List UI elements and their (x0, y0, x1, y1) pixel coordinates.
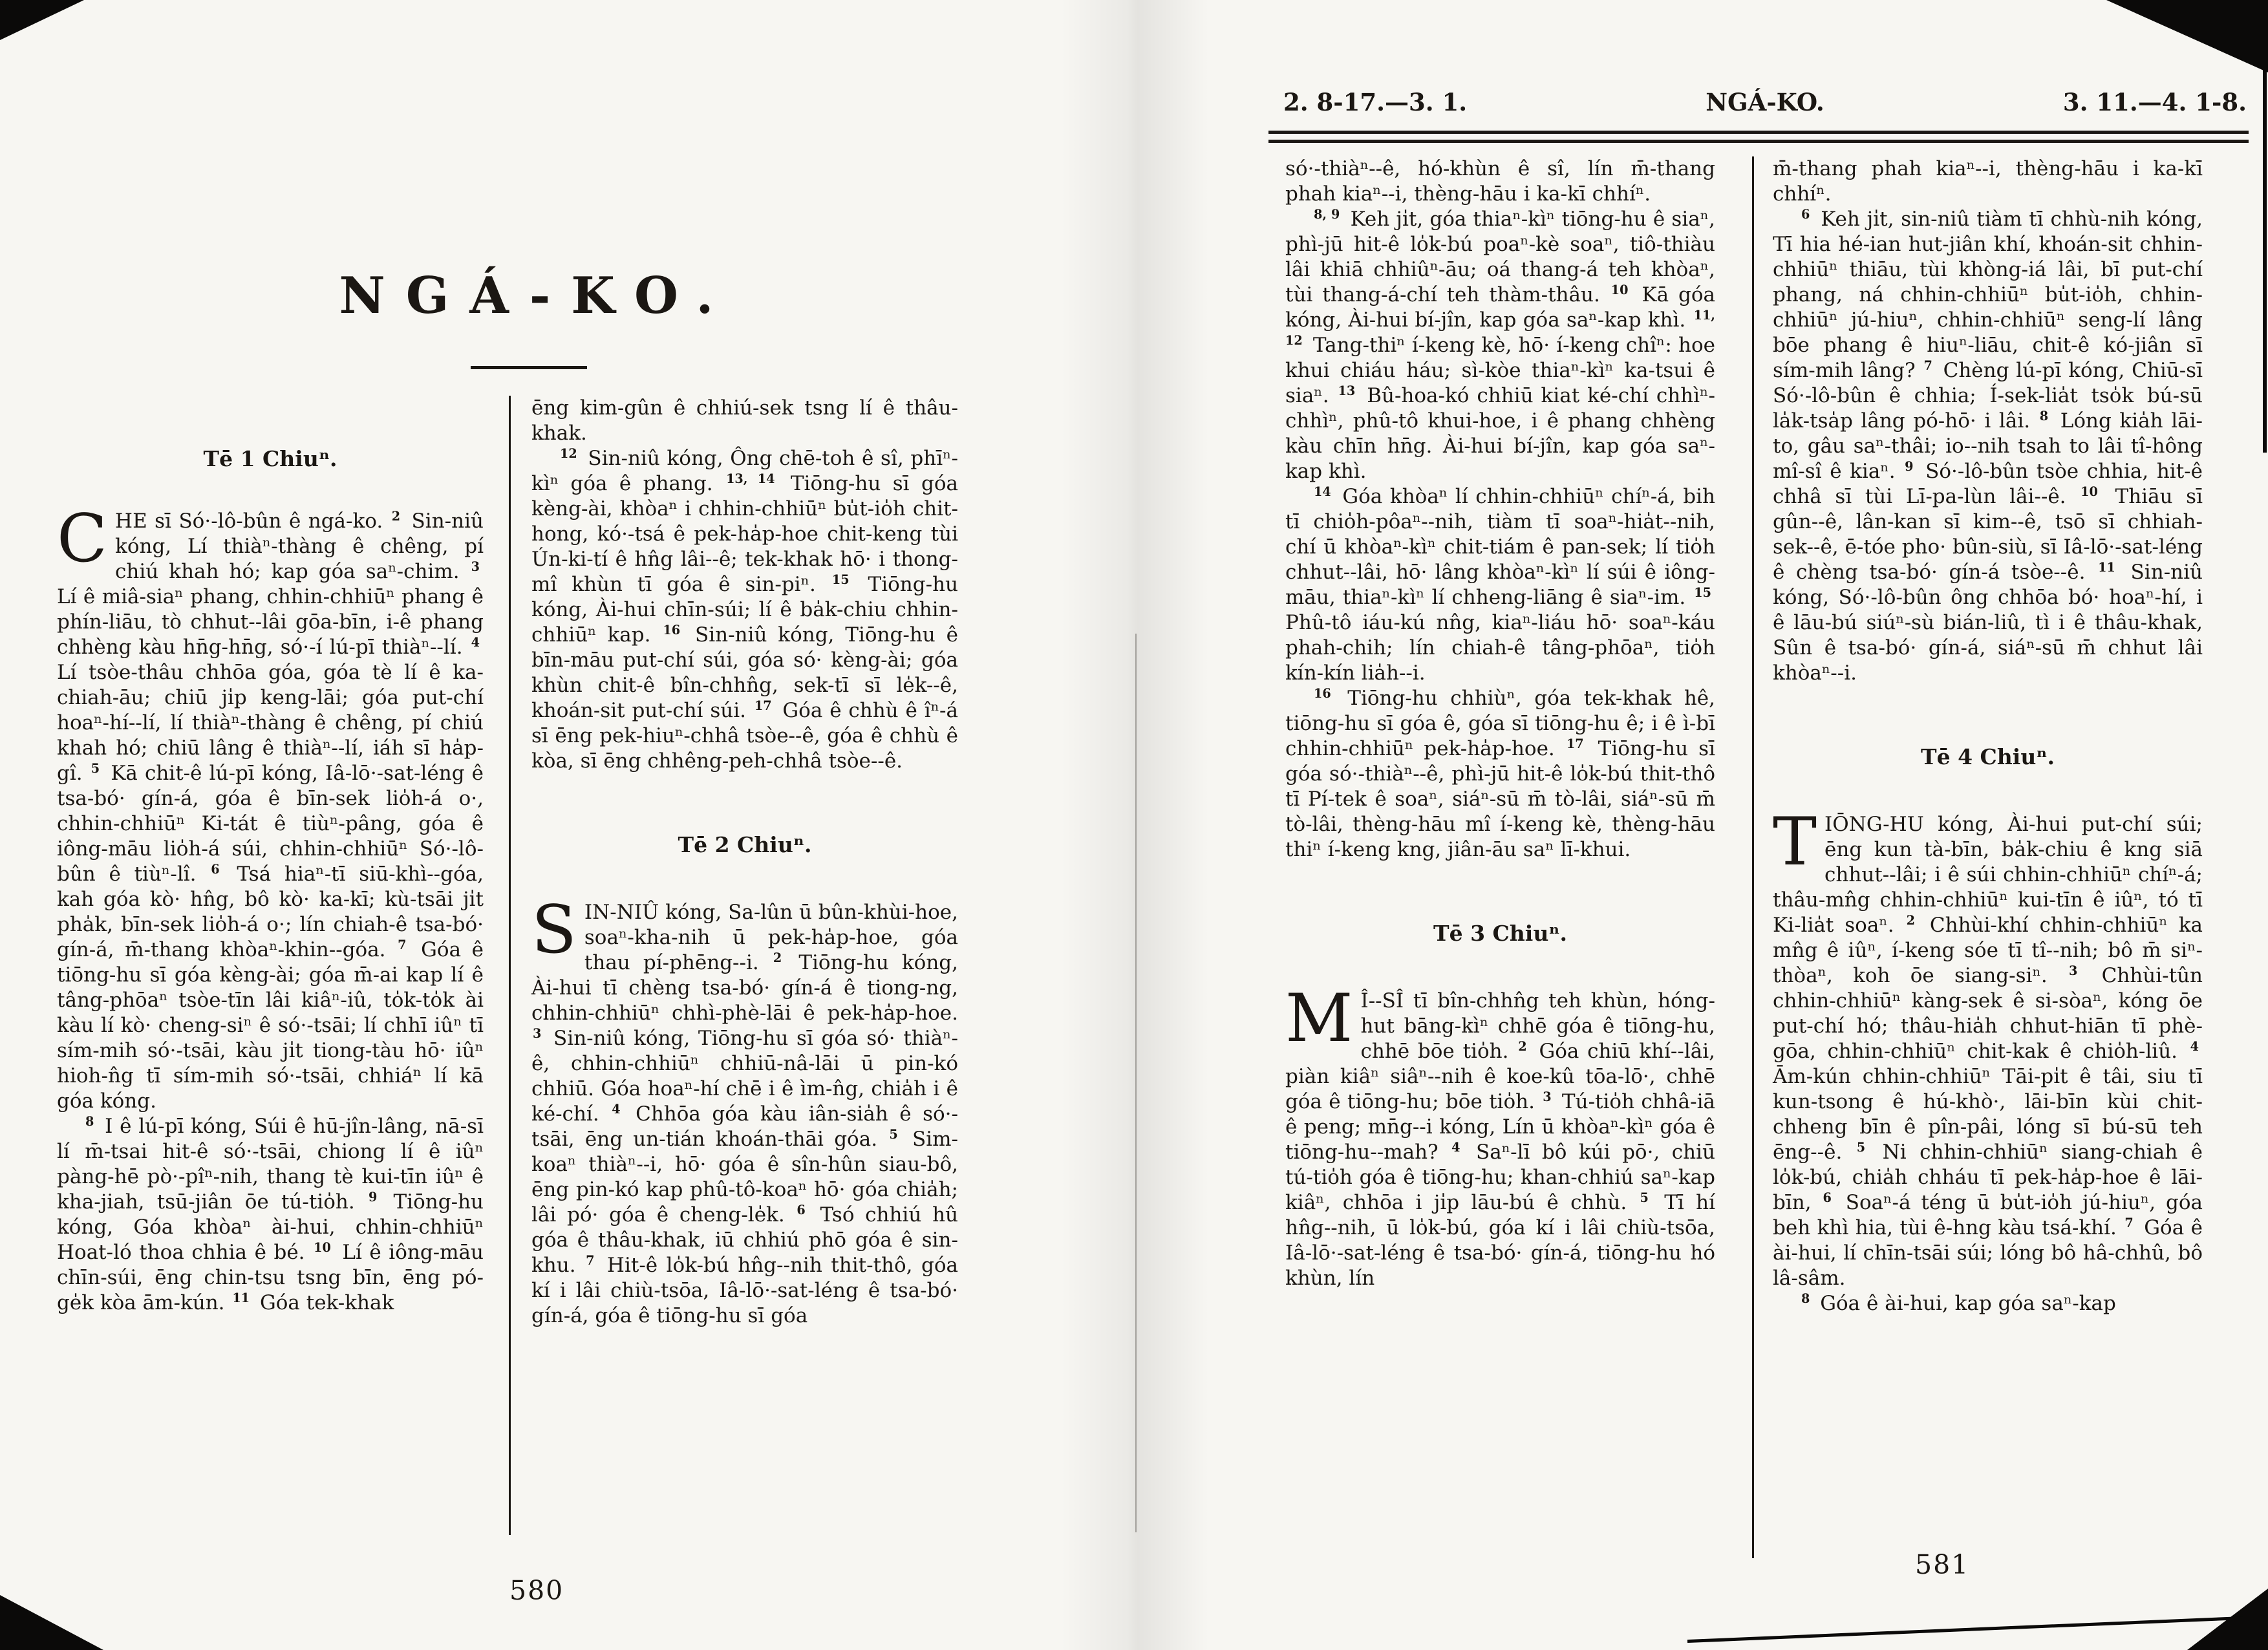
verse-number: 2 (1518, 1039, 1527, 1055)
running-head-left: 2. 8-17.—3. 1. (1283, 88, 1468, 116)
paragraph: TIŌNG-HU kóng, Ài-hui put-chí súi; ēng kun tà-bīn, ba̍k-chiu ê kng siā chhut--lâi; i ê súi chhin-chhiūⁿ chíⁿ-á; thâu-mn̂g chhin-chhiūⁿ kui-tīn ê iûⁿ, tó tī Ki-lia̍t soaⁿ. $^2$ Chhùi-khí chhin-chhiūⁿ ka mn̂g ê iûⁿ, í-keng sóe tī tî--nih; bô m̄ siⁿ-thòaⁿ, koh ōe siang-siⁿ. $^3$ Chhùi-tûn chhin-chhiūⁿ kàng-sek ê si-sòaⁿ, kóng ōe put-chí hó; thâu-hia̍h chhut-hiān tī phè-gōa, chhin-chhiūⁿ chit-kak ê chio̍h-liû. $^4$ Ām-kún chhin-chhiūⁿ Tāi-pi̍t ê tâi, siu tī kun-tsong ê hú-khò·, lāi-bīn kùi chit-chheng bīn ê pîn-pâi, lóng sī bú-sū teh ēng--ê. $^5$ Ni chhin-chhiūⁿ siang-chiah ê lo̍k-bú, chia̍h chháu tī pek-ha̍p-hoe ê lāi-bīn, $^6$ Soaⁿ-á téng ū bu̍t-io̍h jú-hiuⁿ, góa beh khì hia, tùi ê-hng kàu tsá-khí. $^7$ Góa ê ài-hui, lí chīn-tsāi súi; lóng bô hâ-chhû, bô lâ-sâm. (1773, 804, 2203, 1290)
paragraph: $^8$ Góa ê ài-hui, kap góa saⁿ-kap (1801, 1291, 2116, 1315)
verse-number: 14 (1314, 484, 1331, 500)
verse-number: 13 (1338, 383, 1356, 399)
verse-number: 3 (533, 1026, 542, 1042)
right-page-column-1 (1285, 156, 1715, 1566)
verse-number: 7 (1923, 358, 1932, 374)
scan-edge-artifact-right (2263, 39, 2267, 453)
verse-number: 11 (232, 1291, 250, 1306)
gutter-shadow (1060, 0, 1209, 1650)
scan-scratch-artifact (1687, 1616, 2243, 1643)
verse-number: 8 (2039, 409, 2049, 424)
verse-number: 17 (1566, 736, 1584, 752)
running-head-center: NGÁ-KO. (1706, 88, 1824, 116)
verse-number: 3 (471, 559, 480, 575)
verse-number: 10 (2081, 484, 2098, 500)
verse-number: 11 (2098, 560, 2115, 575)
verse-number: 2 (1906, 913, 1915, 928)
left-page-column-2 (531, 396, 958, 1583)
paragraph: $^{16}$ Tiōng-hu chhiùⁿ, góa tek-khak hê, tiōng-hu sī góa ê, góa sī tiōng-hu ê; i ê ì-bī chhin-chhiūⁿ pek-ha̍p-hoe. $^{17}$ Tiōng-hu sī góa só·-thiàⁿ--ê, phì-jū hit-ê lo̍k-bú thit-thô tī Pí-tek ê soaⁿ, siáⁿ-sū m̄ tò-lâi, siáⁿ-sū m̄ tò-lâi, thèng-hāu mî í-keng kè, thèng-hāu thiⁿ í-keng kng, jiân-āu saⁿ lī-khui. (1285, 686, 1715, 861)
page-number-left: 580 (509, 1575, 564, 1606)
paragraph: m̄-thang phah kiaⁿ--i, thèng-hāu i ka-kī chhíⁿ. (1773, 157, 2203, 206)
paragraph: $^{12}$ Sin-niû kóng, Ông chē-toh ê sî, phīⁿ-kìⁿ góa ê phang. $^{13, 14}$ Tiōng-hu sī góa kèng-ài, khòaⁿ i chhin-chhiūⁿ bu̍t-io̍h chit-hong, kó·-tsá ê pek-ha̍p-hoe chit-keng tùi Ún-ki-tí ê hn̂g lâi--ê; tek-khak hō· i thong-mî khùn tī góa ê sin-piⁿ. $^{15}$ Tiōng-hu kóng, Ài-hui chīn-súi; lí ê ba̍k-chiu chhin-chhiūⁿ kap. $^{16}$ Sin-niû kóng, Tiōng-hu ê bīn-māu put-chí súi, góa só· kèng-ài; góa khùn chit-ê bîn-chhn̂g, sek-tī sī le̍k--ê, khoán-sit put-chí súi. $^{17}$ Góa ê chhù ê îⁿ-á sī ēng pek-hiuⁿ-chhâ tsòe--ê, góa ê chhù ê kòa, sī ēng chhêng-peh-chhâ tsòe--ê. (531, 446, 959, 773)
chapter-heading: Tē 2 Chiuⁿ. (678, 832, 812, 857)
verse-number: 3 (2068, 963, 2078, 979)
column-divider-right-page (1752, 156, 1754, 1558)
drop-cap: C (57, 500, 108, 577)
column-divider-left-page (509, 396, 511, 1535)
verse-number: 7 (2124, 1216, 2134, 1231)
verse-number: 10 (314, 1240, 331, 1256)
verse-number: 4 (471, 635, 480, 650)
verse-number: 5 (1640, 1190, 1649, 1206)
paragraph: $^8$ I ê lú-pī kóng, Súi ê hū-jîn-lâng, nā-sī lí m̄-tsai hit-ê só·-tsāi, chiong lí ê iûⁿ pàng-hē pò·-pîⁿ-nih, thang tè kui-tīn iûⁿ ê kha-jiah, tsū-jiân ōe tú-tio̍h. $^9$ Tiōng-hu kóng, Góa khòaⁿ ài-hui, chhin-chhiūⁿ Hoat-ló thoa chhia ê bé. $^{10}$ Lí ê iông-māu chīn-súi, ēng chin-tsu tsng bīn, ēng pó-ge̍k kòa ām-kún. $^{11}$ Góa tek-khak (57, 1114, 484, 1314)
verse-number: 6 (211, 862, 220, 877)
verse-number: 6 (1801, 207, 1810, 222)
paragraph: $^6$ Keh ji̍t, sin-niû tiàm tī chhù-nih kóng, Tī hia hé-ian hut-jiân khí, khoán-sit chhin-chhiūⁿ thiāu, tùi khòng-iá lâi, bī put-chí phang, ná chhin-chhiūⁿ bu̍t-io̍h, chhin-chhiūⁿ jú-hiuⁿ, chhin-chhiūⁿ seng-lí lâng bōe phang ê hiuⁿ-liāu, chit-ê kó-jiân sī sím-mih lâng? $^7$ Chèng lú-pī kóng, Chiū-sī Só·-lô-bûn ê chhia; Í-sek-lia̍t tso̍k bú-sū la̍k-tsa̍p lâng pó-hō· i lâi. $^8$ Lóng kia̍h lāi-to, gâu saⁿ-thâi; io--nih tsah to lâi tî-hông mî-sî ê kiaⁿ. $^9$ Só·-lô-bûn tsòe chhia, hit-ê chhâ sī tùi Lī-pa-lùn lâi--ê. $^{10}$ Thiāu sī gûn--ê, lân-kan sī kim--ê, tsō sī chhiah-sek--ê, ē-tóe pho· bûn-siù, sī Iâ-lō·-sat-léng ê chèng tsa-bó· gín-á tsòe--ê. $^{11}$ Sin-niû kóng, Só·-lô-bûn ông chhōa bó· hoaⁿ-hí, i ê lāu-bú siúⁿ-sù bián-liû, tì i ê thâu-khak, Sûn ê tsa-bó· gín-á, siáⁿ-sū m̄ chhut lâi khòaⁿ--i. (1773, 207, 2203, 685)
running-head-right: 3. 11.—4. 1-8. (2062, 88, 2247, 116)
verse-number: 7 (398, 938, 407, 953)
verse-number: 6 (1823, 1190, 1832, 1206)
verse-number: 15 (831, 572, 850, 588)
verse-number: 10 (1610, 283, 1629, 298)
scan-corner-artifact-top-right (2106, 0, 2268, 72)
verse-number: 9 (1905, 459, 1914, 475)
running-head-rule-1 (1268, 131, 2249, 134)
verse-number: 17 (754, 698, 772, 714)
verse-number: 3 (1543, 1089, 1552, 1105)
verse-number: 5 (1856, 1140, 1866, 1155)
scan-corner-artifact-bottom-left (0, 1595, 103, 1650)
book-title: NGÁ-KO. (339, 266, 734, 325)
right-page-column-2 (1773, 156, 2203, 1566)
drop-cap: M (1285, 980, 1353, 1057)
paragraph: ēng kim-gûn ê chhiú-sek tsng lí ê thâu-khak. (531, 396, 958, 445)
paragraph: SIN-NIÛ kóng, Sa-lûn ū bûn-khùi-hoe, soaⁿ-kha-nih ū pek-ha̍p-hoe, góa thau pí-phēng--i. $^2$ Tiōng-hu kóng, Ài-hui tī chèng tsa-bó· gín-á ê tiong-ng, chhin-chhiūⁿ chhì-phè-lāi ê pek-ha̍p-hoe. $^3$ Sin-niû kóng, Tiōng-hu sī góa só· thiàⁿ-ê, chhin-chhiūⁿ chhiū-nâ-lāi ū pin-kó chhiū. Góa hoaⁿ-hí chē i ê ìm-n̂g, chia̍h i ê ké-chí. $^4$ Chhōa góa kàu iân-sia̍h ê só·-tsāi, ēng un-tián khoán-thāi góa. $^5$ Sim-koaⁿ thiàⁿ--i, hō· góa ê sîn-hûn siau-bô, ēng pin-kó kap phû-tô-koaⁿ hō· góa chia̍h; lâi pó· góa ê cheng-le̍k. $^6$ Tsó chhiú hû góa ê thâu-khak, iū chhiú phō góa ê sin-khu. $^7$ Hit-ê lo̍k-bú hn̂g--nih thit-thô, góa kí i lâi chiù-tsōa, Iâ-lō·-sat-léng ê tsa-bó· gín-á, góa ê tiōng-hu sī góa (531, 892, 958, 1327)
title-rule (471, 366, 587, 369)
paragraph: $^{14}$ Góa khòaⁿ lí chhin-chhiūⁿ chíⁿ-á, bih tī chio̍h-pôaⁿ--nih, tiàm tī soaⁿ-hia̍t--nih, chí ū khòaⁿ-kìⁿ chit-tiám ê pan-sek; lí tio̍h chhut--lâi, hō· lâng khòaⁿ-kìⁿ lí súi ê iông-māu, thiaⁿ-kìⁿ lí chheng-liāng ê siaⁿ-im. $^{15}$ Phû-tô iáu-kú nn̂g, kiaⁿ-liáu hō· soaⁿ-káu phah-chih; lín chiah-ê tâng-phōaⁿ, tio̍h kín-kín lia̍h--i. (1285, 484, 1715, 685)
left-page-column-1 (57, 400, 484, 1583)
chapter-heading: Tē 1 Chiuⁿ. (203, 446, 337, 471)
paragraph: M Î--SÎ tī bîn-chhn̂g teh khùn, hóng-hut bāng-kìⁿ chhē góa ê tiōng-hu, chhē bōe tio̍h. $^2$ Góa chiū khí--lâi, piàn kiâⁿ siâⁿ--nih ê koe-kû tōa-lō·, chhē góa ê tiōng-hu; bōe tio̍h. $^3$ Tú-tio̍h chhâ-iā ê peng; mn̄g--i kóng, Lín ū khòaⁿ-kìⁿ góa ê tiōng-hu--mah? $^4$ Saⁿ-lī bô kúi pō·, chiū tú-tio̍h góa ê tiōng-hu; khan-chhiú saⁿ-kap kiâⁿ, chhōa i ji̍p lāu-bú ê chhù. $^5$ Tī hí hn̂g--nih, ū lo̍k-bú, góa kí i lâi chiù-tsōa, Iâ-lō·-sat-léng ê tsa-bó· gín-á, tiōng-hu hó khùn, lín (1285, 980, 1715, 1290)
verse-number: 5 (91, 761, 100, 777)
verse-number: 8 (1801, 1291, 1810, 1307)
verse-number: 8, 9 (1314, 207, 1340, 222)
drop-cap: T (1773, 804, 1817, 881)
running-head-rule-2 (1268, 140, 2249, 143)
paragraph: só·-thiàⁿ--ê, hó-khùn ê sî, lín m̄-thang phah kiaⁿ--i, thèng-hāu i ka-kī chhíⁿ. (1285, 157, 1715, 206)
verse-number: 4 (1451, 1140, 1460, 1155)
chapter-heading: Tē 3 Chiuⁿ. (1433, 921, 1567, 946)
verse-number: 2 (773, 950, 782, 966)
paragraph: $^{8, 9}$ Keh ji̍t, góa thiaⁿ-kìⁿ tiōng-hu ê siaⁿ, phì-jū hit-ê lo̍k-bú poaⁿ-kè soaⁿ, tiô-thiàu lâi khiā chhiûⁿ-āu; oá thang-á teh khòaⁿ, tùi thang-á-chí teh thàm-thâu. $^{10}$ Kā góa kóng, Ài-hui bí-jîn, kap góa saⁿ-kap khì. $^{11, 12}$ Tang-thiⁿ í-keng kè, hō· í-keng chîⁿ: hoe khui chiáu háu; sì-kòe thiaⁿ-kìⁿ ka-tsui ê siaⁿ. $^{13}$ Bû-hoa-kó chhiū kiat ké-chí chhìⁿ-chhìⁿ, phû-tô khui-hoe, i ê phang chhèng kàu chīn hn̄g. Ài-hui bí-jîn, kap góa saⁿ-kap khì. (1285, 207, 1715, 483)
verse-number: 16 (663, 623, 681, 638)
verse-number: 16 (1314, 686, 1331, 702)
verse-number: 4 (2190, 1039, 2199, 1055)
verse-number: 7 (586, 1253, 595, 1269)
scan-corner-artifact-top-left (0, 0, 84, 40)
verse-number: 9 (368, 1190, 378, 1205)
verse-number: 12 (560, 446, 577, 462)
verse-number: 2 (391, 509, 401, 524)
verse-number: 11, 12 (1285, 308, 1715, 348)
verse-number: 13, 14 (726, 471, 775, 487)
page-number-right: 581 (1915, 1549, 1970, 1580)
verse-number: 8 (85, 1114, 94, 1130)
verse-number: 15 (1694, 585, 1711, 601)
verse-number: 4 (612, 1102, 621, 1117)
chapter-heading: Tē 4 Chiuⁿ. (1921, 744, 2055, 769)
verse-number: 6 (797, 1203, 806, 1218)
paragraph: CHE sī Só·-lô-bûn ê ngá-ko. $^2$ Sin-niû kóng, Lí thiàⁿ-thàng ê chêng, pí chiú khah hó; kap góa saⁿ-chim. $^3$ Lí ê miâ-siaⁿ phang, chhin-chhiūⁿ phang ê phín-liāu, tò chhut--lâi gōa-bīn, i-ê phang chhèng kàu hn̄g-hn̄g, só·-í lú-pī thiàⁿ--lí. $^4$ Lí tsòe-thâu chhōa góa, góa tè lí ê ka-chiah-āu; chiū ji̍p keng-lāi; góa put-chí hoaⁿ-hí--lí, lí thiàⁿ-thàng ê chêng, pí chiú khah hó; chiū lâng ê thiàⁿ--lí, iáh sī ha̍p-gî. $^5$ Kā chit-ê lú-pī kóng, Iâ-lō·-sat-léng ê tsa-bó· gín-á, góa ê bīn-sek lio̍h-á o·, chhin-chhiūⁿ Ki-tát ê tiùⁿ-pâng, góa ê iông-māu lio̍h-á súi, chhin-chhiūⁿ Só·-lô-bûn ê tiùⁿ-lî. $^6$ Tsá hiaⁿ-tī siū-khì--góa, kah góa kò· hn̂g, bô kò· ka-kī; kù-tsāi ji̍t pha̍k, bīn-sek lio̍h-á o·; lín chiah-ê tsa-bó· gín-á, m̄-thang khòaⁿ-khin--góa. $^7$ Góa ê tiōng-hu sī góa kèng-ài; góa m̄-ai kap lí ê tâng-phōaⁿ tsòe-tīn lâi kiâⁿ-iû, to̍k-to̍k ài kàu lí kò· cheng-siⁿ ê só·-tsāi; lí chhī iûⁿ tī sím-mih só·-tsāi, kàu ji̍t tiong-tàu hō· iûⁿ hioh-n̂g tī sím-mih só·-tsāi, chhiáⁿ lí kā góa kóng. (57, 500, 484, 1113)
drop-cap: S (531, 892, 577, 969)
verse-number: 5 (889, 1127, 898, 1142)
